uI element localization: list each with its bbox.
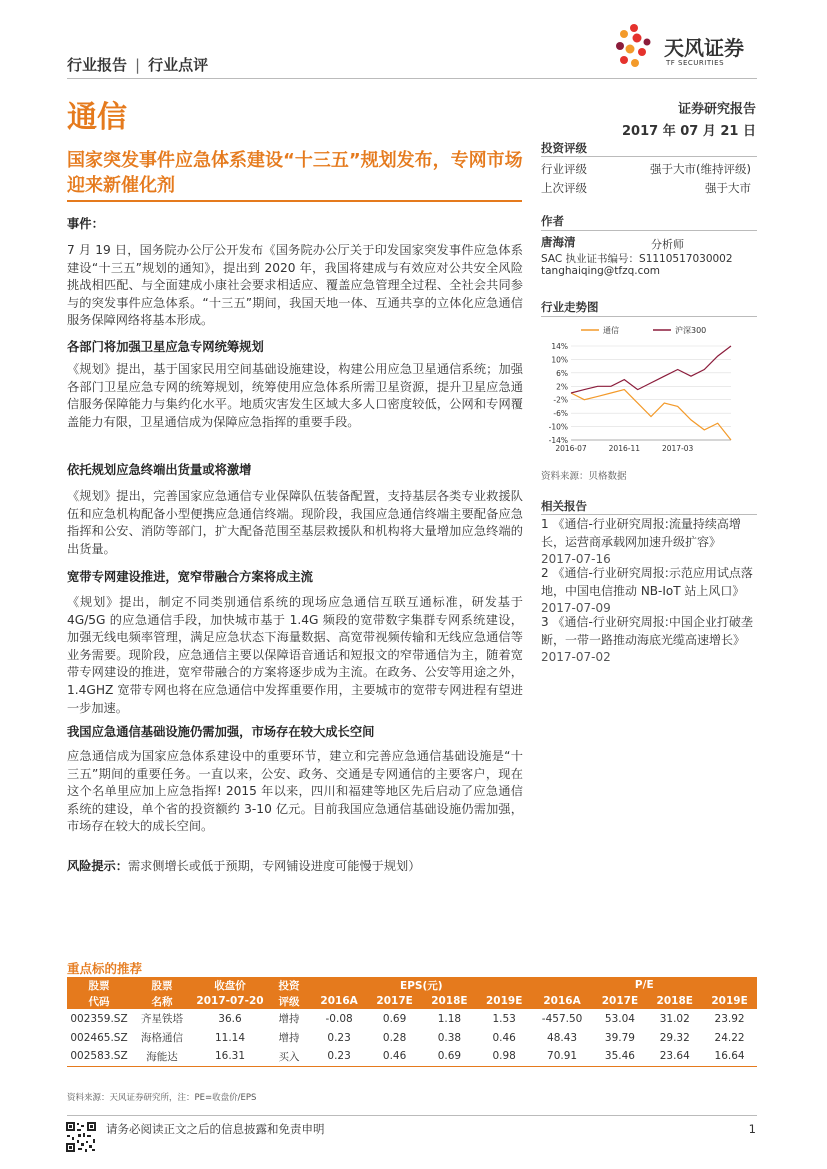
- table-cell: 11.14: [214, 1031, 246, 1044]
- related-report-date: 2017-07-16: [541, 552, 611, 566]
- table-group-header: 股票: [67, 977, 131, 993]
- section-paragraph: 应急通信成为国家应急体系建设中的重要环节，建立和完善应急通信基础设施是“十三五”期间的重要任务。一直以来，公安、政务、交通是专网通信的主要客户，现在这个名单里应加上应急指挥! 2015 年以来，四川和福建等地区先后启动了应急通信系统的建设，单个省的投资额约 3-10 亿元。目前我国应急通信基础设施仍需加强，市场存在较大的成长空间。: [67, 749, 523, 834]
- table-cell: -0.08: [325, 1012, 353, 1025]
- table-cell: 24.22: [714, 1031, 745, 1044]
- x-tick-label: 2017-03: [661, 444, 694, 453]
- table-column-header: 2016A: [532, 993, 593, 1009]
- footer-divider: [67, 1115, 757, 1116]
- x-axis-ticks: [555, 444, 693, 453]
- risk-text: 需求侧增长或低于预期，专网铺设进度可能慢于规划）: [127, 859, 421, 873]
- industry-trend-chart: [541, 318, 757, 460]
- table-cell: 0.23: [311, 1047, 367, 1066]
- related-report-date: 2017-07-02: [541, 650, 611, 664]
- table-cell: 0.28: [382, 1031, 407, 1044]
- table-group-header-row: [67, 977, 757, 993]
- table-column-header: 2019E: [702, 993, 757, 1009]
- page-number: 1: [748, 1122, 756, 1136]
- footer-disclaimer: 请务必阅读正文之后的信息披露和免责申明: [106, 1122, 325, 1136]
- event-paragraph: 7 月 19 日，国务院办公厅公开发布《国务院办公厅关于印发国家突发事件应急体系建设“十三五”规划的通知》，提出到 2020 年，我国将建成与有效应对公共安全风险挑战相匹配、与全面建成小康社会要求相适应、覆盖应急管理全过程、全社会共同参与的突发事件应急体系。“十三五”期间，我国天地一体、互通共享的立体化应急通信服务保障网络将基本形成。: [67, 243, 523, 328]
- section-paragraph: 《规划》提出，完善国家应急通信专业保障队伍装备配置，支持基层各类专业救援队伍和应急机构配备小型便携应急通信终端。现阶段，我国应急通信终端主要配备应急指挥和公安、消防等部门，扩大配备范围至基层救援队和机构将大量增加应急终端的出货量。: [67, 489, 523, 556]
- rating-value: 强于大市(维持评级): [650, 162, 751, 176]
- table-cell: 31.02: [659, 1012, 690, 1025]
- section-heading: 宽带专网建设推进，宽窄带融合方案将成主流: [67, 570, 313, 584]
- chart-grid: [571, 346, 731, 440]
- table-cell: 39.79: [604, 1031, 635, 1044]
- table-cell: 增持: [278, 1032, 300, 1044]
- table-column-header: 2018E: [422, 993, 477, 1009]
- table-cell: 海能达: [131, 1047, 193, 1066]
- related-report-item[interactable]: [541, 614, 757, 667]
- table-cell: 海格通信: [141, 1032, 183, 1044]
- header-divider: [67, 78, 757, 79]
- table-cell: 0.69: [382, 1012, 407, 1025]
- table-column-header: 2019E: [477, 993, 532, 1009]
- report-type: 证券研究报告: [677, 102, 756, 117]
- related-report-title[interactable]: 3 《通信-行业研究周报:中国企业打破垄断，一带一路推动海底光缆高速增长》: [541, 615, 753, 647]
- related-report-item[interactable]: [541, 516, 757, 569]
- industry-title: 通信: [67, 100, 127, 135]
- table-cell: 16.64: [702, 1047, 757, 1066]
- chart-source: 资料来源：贝格数据: [541, 471, 627, 482]
- table-group-header: 投资: [267, 977, 311, 993]
- table-group-header: P/E: [532, 977, 757, 993]
- table-cell: 70.91: [532, 1047, 593, 1066]
- table-cell: 1.53: [492, 1012, 516, 1025]
- y-tick-label: 14%: [551, 342, 568, 351]
- table-cell: 买入: [267, 1047, 311, 1066]
- rating-title: 投资评级: [541, 141, 587, 155]
- related-report-item[interactable]: [541, 565, 757, 618]
- table-body: [67, 1009, 757, 1066]
- related-report-date: 2017-07-09: [541, 601, 611, 615]
- table-cell: 002359.SZ: [70, 1012, 128, 1025]
- event-label: 事件：: [67, 217, 104, 231]
- legend-label: 沪深300: [675, 326, 707, 335]
- y-tick-label: 10%: [551, 355, 568, 365]
- report-date: 2017 年 07 月 21 日: [622, 124, 756, 139]
- series-line-telecom: [571, 390, 731, 440]
- headline-divider: [67, 200, 522, 202]
- table-column-header: 代码: [67, 993, 131, 1009]
- y-tick-label: -14%: [548, 436, 568, 445]
- stock-recommendation-table: [67, 977, 757, 1067]
- table-cell: 36.6: [218, 1012, 242, 1025]
- table-cell: 齐星铁塔: [141, 1013, 183, 1025]
- rating-row: [541, 161, 757, 177]
- author-title: 作者: [541, 214, 564, 228]
- table-cell: 增持: [278, 1013, 300, 1025]
- prev-rating-row: [541, 180, 757, 196]
- table-column-header: 2018E: [647, 993, 702, 1009]
- table-header-row: [67, 993, 757, 1009]
- chart-title: 行业走势图: [541, 300, 599, 314]
- table-cell: 35.46: [593, 1047, 648, 1066]
- x-tick-label: 2016-11: [608, 444, 641, 453]
- related-title: 相关报告: [541, 499, 587, 513]
- y-tick-label: 6%: [556, 368, 568, 378]
- section-paragraph: 《规划》提出，基于国家民用空间基础设施建设，构建公用应急卫星通信系统；加强各部门卫星应急专网的统筹规划，统筹使用应急体系所需卫星资源，提升卫星应急通信服务保障能力与集约化水平。地质灾害发生区域大多人口密度较低，公网和专网覆盖能力有限，卫星通信成为保障应急指挥的重要手段。: [67, 362, 523, 429]
- table-cell: 29.32: [659, 1031, 690, 1044]
- table-cell: 0.46: [367, 1047, 422, 1066]
- table-row: [67, 1009, 757, 1028]
- y-tick-label: -6%: [553, 409, 568, 419]
- table-column-header: 2016A: [311, 993, 367, 1009]
- table-column-header: 2017E: [367, 993, 422, 1009]
- logo-text-en: TF SECURITIES: [666, 59, 725, 67]
- sidebar-divider: [541, 514, 757, 515]
- table-cell: -457.50: [541, 1012, 583, 1025]
- analyst-email[interactable]: tanghaiqing@tfzq.com: [541, 265, 661, 277]
- analyst-role: 分析师: [651, 238, 684, 251]
- table-cell: 0.98: [477, 1047, 532, 1066]
- report-subcategory-label: 行业点评: [148, 56, 209, 74]
- table-cell: 002583.SZ: [67, 1047, 131, 1066]
- table-cell: 0.46: [492, 1031, 516, 1044]
- table-cell: 16.31: [193, 1047, 267, 1066]
- analyst-name: 唐海清: [541, 235, 576, 249]
- table-note: 资料来源：天风证券研究所，注：PE=收盘价/EPS: [67, 1093, 257, 1103]
- table-cell: 1.18: [437, 1012, 462, 1025]
- table-cell: 48.43: [547, 1031, 578, 1044]
- table-group-header: EPS(元): [311, 977, 532, 993]
- table-group-header: 股票: [131, 977, 193, 993]
- y-tick-label: -2%: [553, 395, 568, 405]
- table-cell: 53.04: [604, 1012, 635, 1025]
- table-title: 重点标的推荐: [67, 961, 143, 976]
- table-cell: 002465.SZ: [70, 1031, 128, 1044]
- y-axis-ticks: [549, 342, 568, 445]
- logo-text-cn: 天风证券: [664, 36, 744, 60]
- chart-series: [571, 346, 731, 440]
- series-line-csi300: [571, 346, 731, 393]
- sidebar-divider: [541, 230, 757, 231]
- table-column-header: 2017-07-20: [193, 993, 267, 1009]
- table-row: [67, 1028, 757, 1047]
- sidebar-divider: [541, 316, 757, 317]
- section-heading: 我国应急通信基础设施仍需加强，市场存在较大成长空间: [67, 725, 375, 739]
- report-category-label: 行业报告: [67, 56, 128, 74]
- related-report-title[interactable]: 2 《通信-行业研究周报:示范应用试点落地，中国电信推动 NB-IoT 站上风口》: [541, 566, 753, 598]
- prev-rating-value: 强于大市: [705, 181, 751, 195]
- table-row: [67, 1047, 757, 1066]
- table-cell: 23.92: [714, 1012, 745, 1025]
- company-logo: [612, 22, 762, 72]
- risk-label: 风险提示：: [67, 859, 128, 873]
- table-column-header: 评级: [267, 993, 311, 1009]
- table-cell: 23.64: [647, 1047, 702, 1066]
- logo-mark-icon: [612, 22, 662, 72]
- y-tick-label: -10%: [548, 422, 568, 432]
- table-cell: 0.38: [437, 1031, 462, 1044]
- y-tick-label: 2%: [556, 382, 568, 392]
- table-cell: 0.69: [422, 1047, 477, 1066]
- section-heading: 依托规划应急终端出货量或将激增: [67, 463, 252, 477]
- table-group-header: 收盘价: [193, 977, 267, 993]
- table-cell: 0.23: [327, 1031, 351, 1044]
- qr-code-icon[interactable]: [65, 1121, 97, 1153]
- x-tick-label: 2016-07: [555, 444, 587, 453]
- analyst-sac: SAC 执业证书编号：S1110517030002: [541, 253, 733, 265]
- prev-rating-label: 上次评级: [541, 181, 587, 195]
- related-report-title[interactable]: 1 《通信-行业研究周报:流量持续高增长，运营商承载网加速升级扩容》: [541, 517, 741, 549]
- table-column-header: 2017E: [593, 993, 648, 1009]
- rating-label: 行业评级: [541, 162, 587, 176]
- headline: 国家突发事件应急体系建设“十三五”规划发布，专网市场迎来新催化剂: [67, 150, 523, 196]
- legend-label: 通信: [603, 326, 619, 335]
- table-column-header: 名称: [131, 993, 193, 1009]
- chart-legend: [581, 325, 706, 335]
- report-category: [67, 54, 208, 75]
- section-paragraph: 《规划》提出，制定不同类别通信系统的现场应急通信互联互通标准，研发基于 4G/5G 的应急通信手段，加快城市基于 1.4G 频段的宽带数字集群专网系统建设，加强无线电频率管理，满足应急状态下海量数据、高宽带视频传输和无线应急通信等业务需要。现阶段，应急通信主要以保障语音通话和短报文的窄带通信为主，随着宽带专网建设的推进，宽窄带融合的方案将逐步成为主流。在政务、公安等用途之外，1.4GHZ 宽带专网也将在应急通信中发挥重要作用，主要城市的宽带专网进程有望进一步加速。: [67, 595, 523, 715]
- risk-warning: [67, 857, 523, 874]
- section-heading: 各部门将加强卫星应急专网统筹规划: [67, 340, 264, 354]
- separator: |: [135, 56, 141, 74]
- sidebar-divider: [541, 156, 757, 157]
